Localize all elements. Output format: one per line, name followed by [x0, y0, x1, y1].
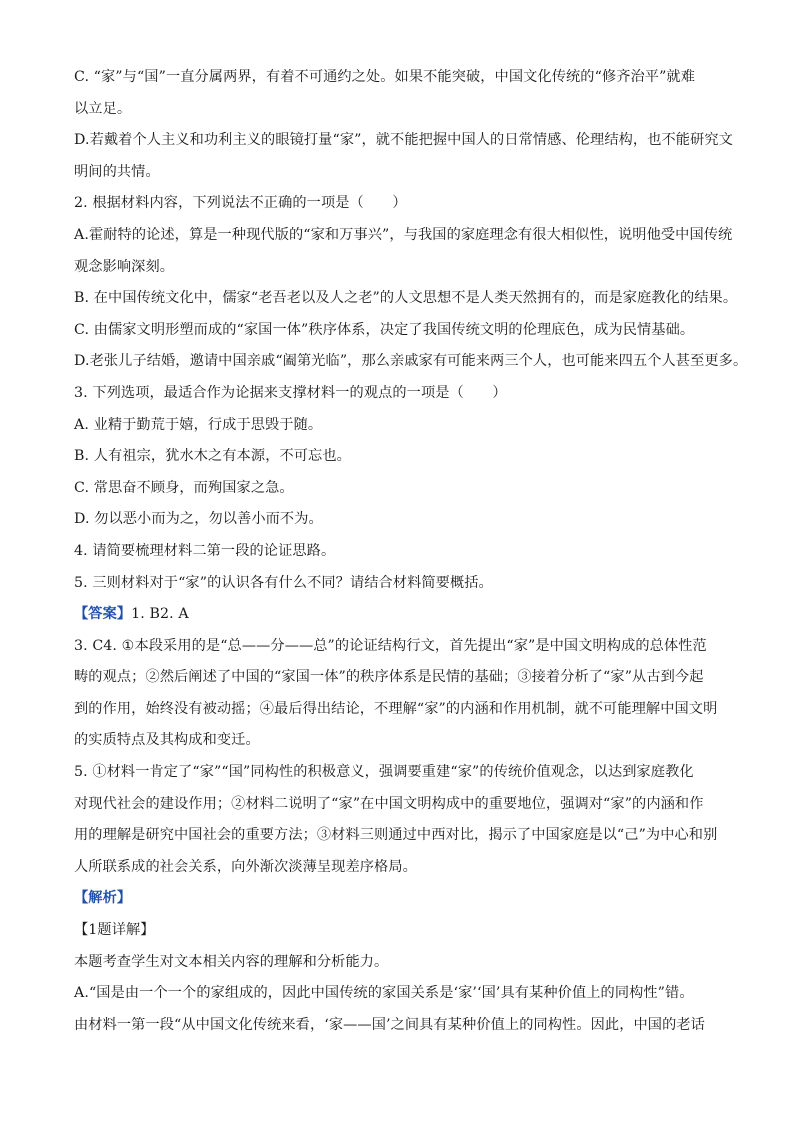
- question-2: 2. 根据材料内容，下列说法不正确的一项是（ ）: [74, 195, 407, 212]
- answer-text-line: 5. ①材料一肯定了“家”“国”同构性的积极意义，强调要重建“家”的传统价值观念，以达到家庭教化: [74, 764, 694, 781]
- answer-line: [74, 599, 726, 631]
- text-line: D.老张儿子结婚，邀请中国亲戚“阖第光临”，那么亲戚家有可能来两三个人，也可能来四五个人甚至更多。: [74, 353, 748, 370]
- answer-text-line: 3. C4. ①本段采用的是“总——分——总”的论证结构行文，首先提出“家”是中国文明构成的总体性范: [74, 637, 707, 654]
- option-d: D. 勿以恶小而为之，勿以善小而不为。: [74, 511, 323, 528]
- detail-text-line: 由材料一第一段“从中国文化传统来看，‘家——国’之间具有某种价值上的同构性。因此，中国的老话: [74, 1016, 705, 1033]
- question-3: 3. 下列选项，最适合作为论据来支撑材料一的观点的一项是（ ）: [74, 384, 507, 401]
- text-line: A.霍耐特的论述，算是一种现代版的“家和万事兴”，与我国的家庭理念有很大相似性，说明他受中国传统: [74, 226, 733, 243]
- text-line: 明间的共情。: [74, 163, 160, 180]
- analysis-label: 【解析】: [74, 890, 132, 907]
- answer-text-line: 到的作用，始终没有被动摇；④最后得出结论，不理解“家”的内涵和作用机制，就不可能理解中国文明: [74, 700, 718, 717]
- text-line: 观念影响深刻。: [74, 258, 175, 275]
- answer-text-line: 用的理解是研究中国社会的重要方法；③材料三则通过中西对比，揭示了中国家庭是以“己”为中心和别: [74, 827, 718, 844]
- detail-heading: 【1题详解】: [74, 922, 155, 939]
- text-line: 以立足。: [74, 100, 132, 117]
- answer-text-line: 的实质特点及其构成和变迁。: [74, 732, 260, 749]
- text-line: D.若戴着个人主义和功利主义的眼镜打量“家”，就不能把握中国人的日常情感、伦理结构，也不能研究文: [74, 132, 733, 149]
- answer-text-line: 人所联系成的社会关系，向外渐次淡薄呈现差序格局。: [74, 858, 417, 875]
- text-line: C. “家”与“国”一直分属两界，有着不可通约之处。如果不能突破，中国文化传统的“修齐治平”就难: [74, 69, 696, 85]
- document-page: [74, 62, 748, 1041]
- text-line: C. 由儒家文明形塑而成的“家国一体”秩序体系，决定了我国传统文明的伦理底色，成为民情基础。: [74, 321, 695, 338]
- option-b: B. 人有祖宗，犹水木之有本源，不可忘也。: [74, 448, 351, 465]
- answer-first: 1. B2. A: [131, 606, 189, 623]
- option-c: C. 常思奋不顾身，而殉国家之急。: [74, 479, 294, 496]
- question-4: 4. 请简要梳理材料二第一段的论证思路。: [74, 542, 336, 559]
- detail-text-line: A.“国是由一个一个的家组成的，因此中国传统的家国关系是‘家’‘国’具有某种价值上的同构性”错。: [74, 985, 694, 1002]
- answer-label: 【答案】: [74, 606, 132, 623]
- text-line: B. 在中国传统文化中，儒家“老吾老以及人之老”的人文思想不是人类天然拥有的，而是家庭教化的结果。: [74, 290, 738, 307]
- answer-text-line: 畴的观点；②然后阐述了中国的“家国一体”的秩序体系是民情的基础；③接着分析了“家”从古到今起: [74, 669, 704, 686]
- analysis-line: [74, 883, 726, 915]
- option-a: A. 业精于勤荒于嬉，行成于思毁于随。: [74, 416, 323, 433]
- detail-text-line: 本题考查学生对文本相关内容的理解和分析能力。: [74, 953, 389, 970]
- question-5: 5. 三则材料对于“家”的认识各有什么不同？请结合材料简要概括。: [74, 574, 493, 591]
- answer-text-line: 对现代社会的建设作用；②材料二说明了“家”在中国文明构成中的重要地位，强调对“家”的内涵和作: [74, 795, 704, 812]
